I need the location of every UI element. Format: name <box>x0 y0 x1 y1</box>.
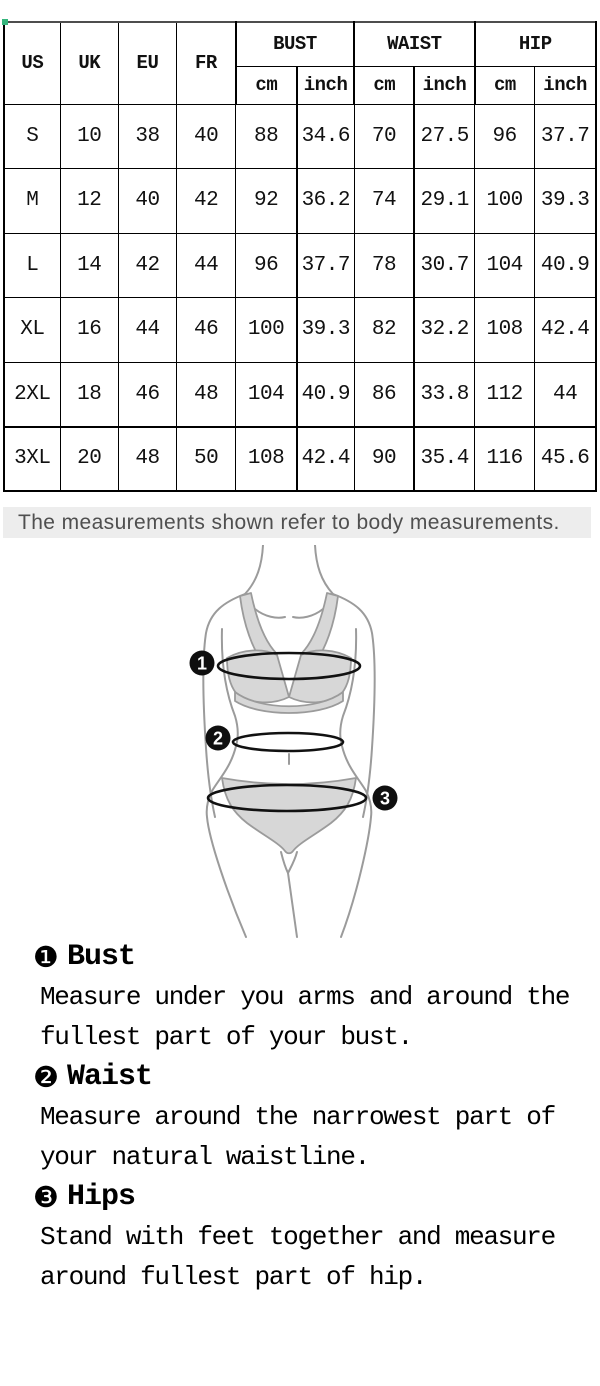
size-cell: L <box>4 233 60 298</box>
size-cell: M <box>4 169 60 234</box>
size-cell: 50 <box>177 427 236 492</box>
hips-marker-number: 3 <box>379 788 391 809</box>
size-chart-table <box>3 21 597 492</box>
waist-measure-ellipse <box>233 733 343 751</box>
size-cell: 37.7 <box>297 233 354 298</box>
col-header-eu: EU <box>118 22 176 104</box>
size-cell: 104 <box>236 362 297 427</box>
size-cell: 48 <box>177 362 236 427</box>
size-cell: S <box>4 104 60 169</box>
neck-left-line <box>245 545 263 594</box>
instruction-section <box>33 937 593 1057</box>
size-cell: 39.3 <box>297 298 354 363</box>
size-cell: 40.9 <box>297 362 354 427</box>
size-cell: 74 <box>354 169 414 234</box>
size-cell: 46 <box>118 362 176 427</box>
size-cell: 30.7 <box>414 233 474 298</box>
size-row <box>4 362 596 427</box>
instruction-title: Bust <box>67 940 136 974</box>
unit-header-bust-cm: cm <box>236 66 297 104</box>
size-row <box>4 104 596 169</box>
size-cell: 92 <box>236 169 297 234</box>
size-cell: 45.6 <box>535 427 596 492</box>
size-cell: 104 <box>475 233 535 298</box>
size-row <box>4 169 596 234</box>
size-cell: 37.7 <box>535 104 596 169</box>
col-header-fr: FR <box>177 22 236 104</box>
neck-right-line <box>315 545 333 594</box>
size-cell: 96 <box>236 233 297 298</box>
size-row <box>4 233 596 298</box>
unit-header-hip-cm: cm <box>475 66 535 104</box>
size-cell: 36.2 <box>297 169 354 234</box>
corner-artifact-dot <box>2 19 8 25</box>
bikini-bottom <box>222 778 356 853</box>
size-cell: 27.5 <box>414 104 474 169</box>
instruction-heading <box>33 937 593 977</box>
size-chart-section <box>3 21 597 492</box>
size-cell: 12 <box>60 169 118 234</box>
group-header-waist: WAIST <box>354 22 474 66</box>
size-cell: 82 <box>354 298 414 363</box>
size-cell: 96 <box>475 104 535 169</box>
group-header-bust: BUST <box>236 22 354 66</box>
size-cell: 48 <box>118 427 176 492</box>
size-cell: XL <box>4 298 60 363</box>
size-cell: 39.3 <box>535 169 596 234</box>
size-cell: 70 <box>354 104 414 169</box>
size-cell: 44 <box>118 298 176 363</box>
size-cell: 40.9 <box>535 233 596 298</box>
size-cell: 78 <box>354 233 414 298</box>
instruction-line: fullest part of your bust. <box>40 1022 412 1052</box>
size-cell: 38 <box>118 104 176 169</box>
waist-marker-number: 2 <box>212 728 224 749</box>
instruction-line: around fullest part of hip. <box>40 1262 427 1292</box>
instruction-section <box>33 1057 593 1177</box>
bust-marker-number: 1 <box>196 653 208 674</box>
size-cell: 29.1 <box>414 169 474 234</box>
size-cell: 33.8 <box>414 362 474 427</box>
size-cell: 108 <box>236 427 297 492</box>
unit-header-waist-cm: cm <box>354 66 414 104</box>
instruction-line: your natural waistline. <box>40 1142 369 1172</box>
size-cell: 20 <box>60 427 118 492</box>
size-cell: 88 <box>236 104 297 169</box>
size-row <box>4 298 596 363</box>
size-cell: 42.4 <box>297 427 354 492</box>
instruction-section <box>33 1177 593 1297</box>
bikini-garments <box>222 593 356 853</box>
inner-thigh-right-line <box>288 852 297 873</box>
measurement-diagram <box>0 545 600 940</box>
size-cell: 42 <box>177 169 236 234</box>
instruction-heading <box>33 1057 593 1097</box>
size-cell: 34.6 <box>297 104 354 169</box>
size-cell: 86 <box>354 362 414 427</box>
inner-leg-line <box>288 873 297 937</box>
size-cell: 46 <box>177 298 236 363</box>
size-cell: 44 <box>535 362 596 427</box>
size-cell: 16 <box>60 298 118 363</box>
size-cell: 44 <box>177 233 236 298</box>
size-cell: 40 <box>177 104 236 169</box>
col-header-uk: UK <box>60 22 118 104</box>
body-measurement-note: The measurements shown refer to body measurements. <box>3 507 591 538</box>
size-cell: 100 <box>475 169 535 234</box>
group-header-hip: HIP <box>475 22 596 66</box>
instruction-title: Hips <box>67 1180 136 1214</box>
size-row <box>4 427 596 492</box>
instruction-heading <box>33 1177 593 1217</box>
instruction-title: Waist <box>67 1060 153 1094</box>
size-cell: 3XL <box>4 427 60 492</box>
size-cell: 42 <box>118 233 176 298</box>
collarbone-right-line <box>293 609 323 618</box>
unit-header-waist-inch: inch <box>414 66 474 104</box>
inner-thigh-left-line <box>281 852 288 873</box>
numbered-badge-icon: ❸ <box>33 1180 59 1214</box>
numbered-badge-icon: ❶ <box>33 940 59 974</box>
size-cell: 35.4 <box>414 427 474 492</box>
size-cell: 112 <box>475 362 535 427</box>
instruction-line: Measure around the narrowest part of <box>40 1102 555 1132</box>
size-cell: 14 <box>60 233 118 298</box>
size-cell: 10 <box>60 104 118 169</box>
numbered-badge-icon: ❷ <box>33 1060 59 1094</box>
size-cell: 18 <box>60 362 118 427</box>
size-cell: 42.4 <box>535 298 596 363</box>
unit-header-hip-inch: inch <box>535 66 596 104</box>
size-cell: 32.2 <box>414 298 474 363</box>
measurement-instructions <box>33 937 593 1297</box>
size-cell: 116 <box>475 427 535 492</box>
col-header-us: US <box>4 22 60 104</box>
instruction-line: Stand with feet together and measure <box>40 1222 555 1252</box>
size-cell: 100 <box>236 298 297 363</box>
size-cell: 90 <box>354 427 414 492</box>
size-cell: 108 <box>475 298 535 363</box>
size-cell: 40 <box>118 169 176 234</box>
instruction-line: Measure under you arms and around the <box>40 982 570 1012</box>
unit-header-bust-inch: inch <box>297 66 354 104</box>
size-cell: 2XL <box>4 362 60 427</box>
size-chart-body <box>4 104 596 491</box>
collarbone-left-line <box>255 609 285 618</box>
body-figure-illustration <box>0 545 600 940</box>
